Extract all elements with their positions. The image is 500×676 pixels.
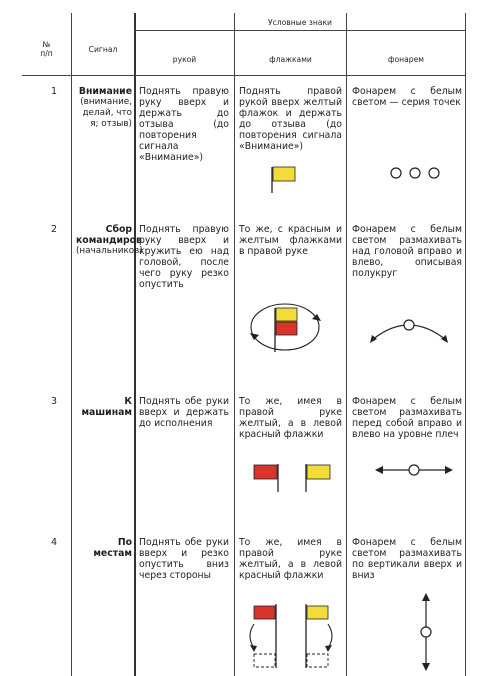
row-number: 3 xyxy=(51,396,58,407)
header-signal: Сигнал xyxy=(88,45,118,54)
header-num: № п/п xyxy=(40,40,53,58)
signal-note: (внимание, делай, что я; отзыв) xyxy=(80,97,132,129)
lantern-description: Фонарем с белым светом размахивать над головой вправо и влево, описывая полукруг xyxy=(352,224,462,279)
signal-title: Внимание xyxy=(78,86,132,97)
col-divider xyxy=(134,13,136,676)
signal-title: По местам xyxy=(93,537,132,559)
signal-note: (начальников) xyxy=(76,246,143,256)
lantern-vertical-icon xyxy=(418,592,434,672)
row-number: 2 xyxy=(51,224,58,235)
hand-description: Поднять обе руки вверх и держать до исполнения xyxy=(139,396,229,429)
signal-name xyxy=(76,224,143,257)
signal-name xyxy=(76,537,132,559)
lantern-description: Фонарем с белым светом размахивать перед собой вправо и влево на уровне плеч xyxy=(352,396,462,440)
row-number: 4 xyxy=(51,537,58,548)
flags-circling-icon xyxy=(248,300,322,356)
flags-description: То же, имея в правой руке желтый, а в левой красный флажки xyxy=(239,537,342,581)
flags-description: То же, имея в правой руке желтый, а в левой красный флажки xyxy=(239,396,342,440)
flags-down-icon xyxy=(244,602,340,672)
lantern-horizontal-icon xyxy=(374,462,454,478)
col-divider xyxy=(234,13,235,676)
flag-yellow-icon xyxy=(270,165,300,195)
hand-description: Поднять обе руки вверх и резко опустить вниз через стороны xyxy=(139,537,229,581)
col-divider xyxy=(465,13,466,676)
col-divider xyxy=(346,13,347,676)
signal-name xyxy=(76,396,132,418)
lantern-dots-icon xyxy=(388,165,448,181)
lantern-description: Фонарем с белым светом — серия точек xyxy=(352,86,462,108)
header-by-hand: рукой xyxy=(172,55,197,64)
header-divider xyxy=(22,75,465,76)
lantern-description: Фонарем с белым светом размахивать по вертикали вверх и вниз xyxy=(352,537,462,581)
hand-description: Поднять правую руку вверх и держать до отзыва (до повторения сигнала «Внимание») xyxy=(139,86,229,163)
header-by-lantern: фонарем xyxy=(388,55,424,64)
signal-title: Сбор командиров xyxy=(76,224,142,246)
hand-description: Поднять правую руку вверх и кружить ею над головой, после чего руку резко опустить xyxy=(139,224,229,290)
flags-raised-icon xyxy=(250,462,334,494)
signal-name xyxy=(76,86,132,130)
lantern-arc-icon xyxy=(368,316,450,346)
header-divider xyxy=(134,30,465,31)
flags-description: Поднять правой рукой вверх желтый флажок и держать до отзыва (до повторения сигнала «Внимание») xyxy=(239,86,342,152)
row-number: 1 xyxy=(51,86,58,97)
header-by-flags: флажками xyxy=(269,55,312,64)
flags-description: То же, с красным и желтым флажками в правой руке xyxy=(239,224,342,257)
signal-title: К машинам xyxy=(81,396,132,418)
header-group: Условные знаки xyxy=(267,18,332,27)
col-divider xyxy=(71,13,72,676)
